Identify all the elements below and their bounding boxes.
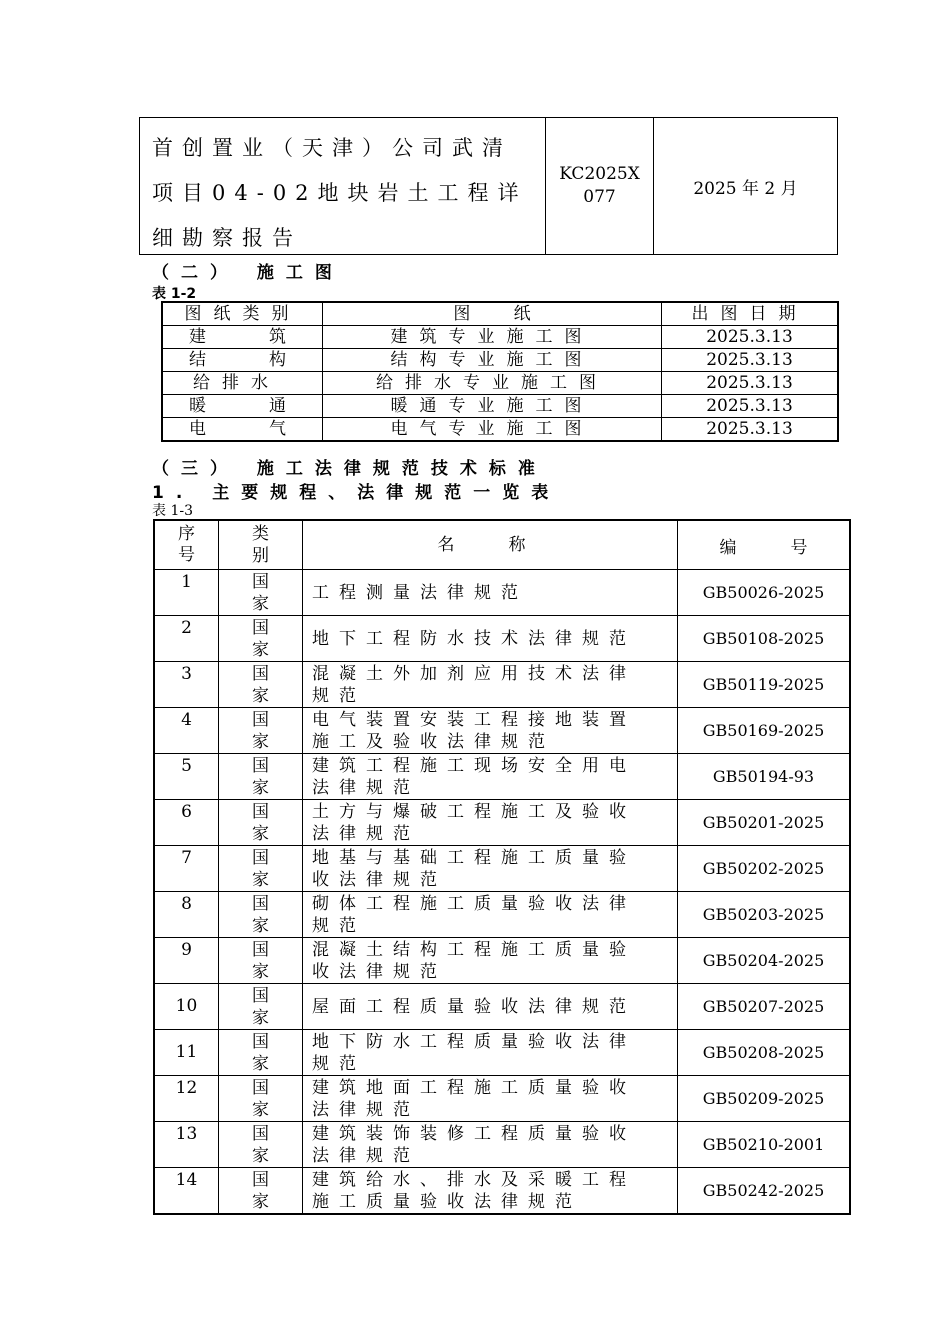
drawings-table	[161, 301, 839, 442]
row-no: 9	[181, 940, 192, 960]
type-char: 筑	[269, 327, 286, 347]
type-char: 暖	[189, 396, 206, 416]
row-kind: 国家	[252, 1077, 269, 1120]
row-name: 电气装置安装工程接地装置施工及验收法律规范	[303, 708, 678, 754]
type-label: 给排水	[193, 373, 280, 393]
row-kind: 国家	[252, 801, 269, 844]
table-row	[162, 395, 838, 418]
drawing-name: 电气专业施工图	[323, 418, 662, 442]
row-code: GB50204-2025	[702, 950, 825, 970]
row-name: 砌体工程施工质量验收法律规范	[303, 892, 678, 938]
drawing-name: 结构专业施工图	[323, 349, 662, 372]
table-caption-1-2: 表 1-2	[152, 286, 197, 302]
report-header-box	[139, 117, 838, 255]
type-char: 建	[189, 327, 206, 347]
table-row	[154, 1168, 850, 1215]
section-heading-drawings: （二） 施工图	[152, 263, 344, 283]
drawing-date: 2025.3.13	[662, 372, 839, 395]
table-row	[154, 800, 850, 846]
col-header-date: 出图日期	[691, 304, 808, 324]
row-no: 10	[175, 996, 198, 1016]
col-header-no: 序号	[178, 524, 195, 565]
row-kind: 国家	[252, 939, 269, 982]
row-code: GB50210-2001	[702, 1134, 825, 1154]
row-code: GB50242-2025	[702, 1180, 825, 1200]
table-caption-1-3: 表 1-3	[152, 503, 193, 519]
row-name: 混凝土外加剂应用技术法律规范	[303, 662, 678, 708]
row-no: 6	[181, 802, 192, 822]
col-header-name: 名 称	[303, 520, 678, 570]
row-code: GB50207-2025	[702, 996, 825, 1016]
subheading-regulations-list: 1. 主要规程、法律规范一览表	[152, 483, 561, 503]
row-code: GB50026-2025	[702, 582, 825, 602]
row-code: GB50201-2025	[702, 812, 825, 832]
row-kind: 国家	[252, 617, 269, 660]
row-kind: 国家	[252, 1123, 269, 1166]
row-no: 13	[175, 1124, 198, 1144]
col-header-drawing: 图 纸	[453, 304, 531, 324]
table-row	[154, 708, 850, 754]
col-header-code: 编 号	[678, 520, 851, 570]
row-code: GB50203-2025	[702, 904, 825, 924]
table-row	[154, 662, 850, 708]
drawing-date: 2025.3.13	[662, 418, 839, 442]
drawing-name: 给排水专业施工图	[323, 372, 662, 395]
row-code: GB50119-2025	[702, 674, 825, 694]
row-code: GB50108-2025	[702, 628, 825, 648]
type-char: 气	[269, 419, 286, 439]
drawing-name: 暖通专业施工图	[323, 395, 662, 418]
report-code-text: KC2025X077	[559, 164, 640, 207]
row-code: GB50209-2025	[702, 1088, 825, 1108]
row-kind: 国家	[252, 893, 269, 936]
row-name: 建筑工程施工现场安全用电法律规范	[303, 754, 678, 800]
row-code: GB50194-93	[712, 766, 815, 786]
section-heading-standards: （三） 施工法律规范技术标准	[152, 459, 547, 479]
row-no: 2	[181, 618, 192, 638]
col-header-type: 图纸类别	[184, 304, 301, 324]
table-row	[154, 984, 850, 1030]
row-no: 8	[181, 894, 192, 914]
row-name: 工程测量法律规范	[303, 570, 678, 616]
row-name: 建筑地面工程施工质量验收法律规范	[303, 1076, 678, 1122]
row-name: 屋面工程质量验收法律规范	[303, 984, 678, 1030]
report-code	[546, 118, 654, 254]
row-name: 混凝土结构工程施工质量验收法律规范	[303, 938, 678, 984]
row-name: 建筑装饰装修工程质量验收法律规范	[303, 1122, 678, 1168]
table-row	[154, 1076, 850, 1122]
row-name: 地基与基础工程施工质量验收法律规范	[303, 846, 678, 892]
table-row	[154, 616, 850, 662]
table-header-row	[162, 302, 838, 326]
table-row	[154, 570, 850, 616]
row-no: 12	[175, 1078, 198, 1098]
table-row	[162, 326, 838, 349]
table-row	[154, 892, 850, 938]
row-name: 土方与爆破工程施工及验收法律规范	[303, 800, 678, 846]
table-row	[162, 349, 838, 372]
table-row	[162, 372, 838, 395]
row-name: 地下防水工程质量验收法律规范	[303, 1030, 678, 1076]
regulations-table	[153, 519, 851, 1215]
row-no: 4	[181, 710, 192, 730]
row-no: 7	[181, 848, 192, 868]
table-row	[154, 754, 850, 800]
row-no: 1	[181, 572, 192, 592]
type-char: 结	[189, 350, 206, 370]
row-code: GB50169-2025	[702, 720, 825, 740]
table-row	[162, 418, 838, 442]
drawing-date: 2025.3.13	[662, 349, 839, 372]
row-name: 建筑给水、排水及采暖工程施工质量验收法律规范	[303, 1168, 678, 1215]
table-row	[154, 938, 850, 984]
row-kind: 国家	[252, 1169, 269, 1212]
table-row	[154, 1122, 850, 1168]
drawing-name: 建筑专业施工图	[323, 326, 662, 349]
row-code: GB50202-2025	[702, 858, 825, 878]
col-header-kind: 类别	[252, 524, 269, 566]
row-kind: 国家	[252, 709, 269, 752]
drawing-date: 2025.3.13	[662, 326, 839, 349]
table-row	[154, 1030, 850, 1076]
table-header-row	[154, 520, 850, 570]
row-no: 5	[181, 756, 192, 776]
report-title: 首创置业（天津）公司武清项目04-02地块岩土工程详细勘察报告	[140, 118, 546, 254]
row-kind: 国家	[252, 571, 269, 614]
table-row	[154, 846, 850, 892]
type-char: 通	[269, 396, 286, 416]
row-name: 地下工程防水技术法律规范	[303, 616, 678, 662]
row-no: 11	[175, 1042, 198, 1062]
row-no: 3	[181, 664, 192, 684]
row-kind: 国家	[252, 663, 269, 706]
row-no: 14	[175, 1170, 198, 1190]
report-date: 2025 年 2 月	[693, 178, 798, 199]
row-kind: 国家	[252, 985, 269, 1028]
type-char: 电	[189, 419, 206, 439]
row-kind: 国家	[252, 1031, 269, 1074]
type-char: 构	[269, 350, 286, 370]
drawing-date: 2025.3.13	[662, 395, 839, 418]
row-kind: 国家	[252, 755, 269, 798]
row-code: GB50208-2025	[702, 1042, 825, 1062]
row-kind: 国家	[252, 847, 269, 890]
